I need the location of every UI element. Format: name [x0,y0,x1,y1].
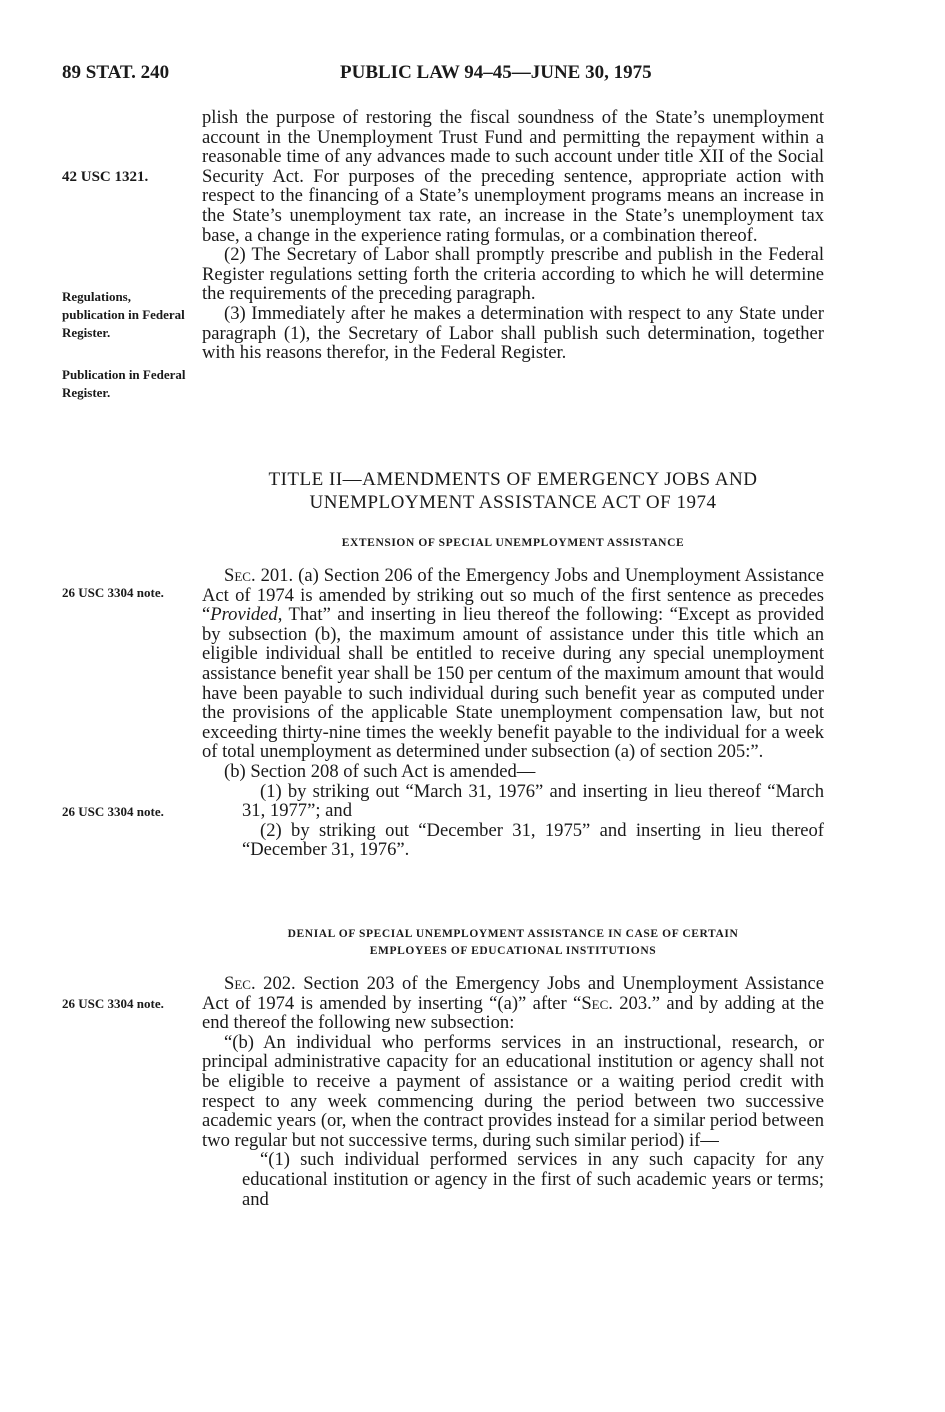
section-201-b-2: (2) by striking out “December 31, 1975” and inserting in lieu thereof “December 31, 1976”. [242,819,824,861]
statute-page-number: 89 STAT. 240 [62,62,170,83]
margin-note-regulations: Regulations, publication in Federal Register. [62,289,185,340]
subheading-denial: DENIAL OF SPECIAL UNEMPLOYMENT ASSISTANCE IN CASE OF CERTAIN EMPLOYEES OF EDUCATIONAL INSTITUTIONS [287,928,739,957]
title-line-2: UNEMPLOYMENT ASSISTANCE ACT OF 1974 [309,492,717,513]
running-header: PUBLIC LAW 94–45—JUNE 30, 1975 [340,62,652,83]
body-block-sec-202 [202,974,824,1209]
paragraph-2: (2) The Secretary of Labor shall promptly prescribe and publish in the Federal Register regulations setting forth the criteria according to which he will determine the requirements of the preceding paragraph. [202,244,824,305]
margin-note-publication: Publication in Federal Register. [62,367,186,400]
body-block-1 [202,108,824,363]
section-202: Sec. 202. Section 203 of the Emergency Jobs and Unemployment Assistance Act of 1974 is amended by inserting “(a)” after “Sec. 203.” and by adding at the end thereof the following new subsection: [202,973,824,1034]
section-201-a: Sec. 201. (a) Section 206 of the Emergency Jobs and Unemployment Assistance Act of 1974 is amended by striking out so much of the first sentence as precedes “Provided, That” and inserting in lieu thereof the following: “Except as provided by subsection (b), the maximum amount of assistance under this title which an eligible individual shall be entitled to receive during any special unemployment assistance benefit year shall be 150 per centum of the maximum amount that would have been payable to such individual during such benefit year as computed under the provisions of the applicable State unemployment compensation law, but not exceeding thirty-nine times the weekly benefit payable to the individual for a week of total unemployment as determined under subsection (a) of section 205:”. [202,565,824,763]
margin-note-usc-3304-a: 26 USC 3304 note. [62,585,164,600]
section-202-b-1: “(1) such individual performed services in any such capacity for any educational institution or agency in the first of such academic years or terms; and [242,1149,824,1210]
body-block-sec-201 [202,566,824,860]
title-line-1: TITLE II—AMENDMENTS OF EMERGENCY JOBS AND [268,469,758,490]
subheading-extension: EXTENSION OF SPECIAL UNEMPLOYMENT ASSISTANCE [341,537,685,549]
title-heading [202,468,824,514]
section-201-b-1: (1) by striking out “March 31, 1976” and inserting in lieu thereof “March 31, 1977”; and [242,780,824,822]
margin-note-usc-1321: 42 USC 1321. [62,169,149,185]
section-label: Sec [224,973,251,994]
margin-note-usc-3304-b: 26 USC 3304 note. [62,804,164,819]
paragraph-3: (3) Immediately after he makes a determination with respect to any State under paragraph (1), the Secretary of Labor shall publish such determination, together with his reasons therefor, in the Federal Register. [202,302,824,364]
section-label: Sec [224,565,251,586]
margin-note-usc-3304-c: 26 USC 3304 note. [62,996,164,1011]
section-202-b: “(b) An individual who performs services in an instructional, research, or principal administrative capacity for an educational institution or agency shall not be eligible to receive a payment of assistance or a waiting period credit with respect to any week commencing during the period between two successive academic years (or, when the contract provides instead for a similar period between two regular but not successive terms, during such similar period) if— [202,1031,824,1151]
section-201-b: (b) Section 208 of such Act is amended— [224,760,536,782]
paragraph-continuation: plish the purpose of restoring the fiscal soundness of the State’s unemployment account in the Unemployment Trust Fund and permitting the repayment within a reasonable time of any advances made to such account under title XII of the Social Security Act. For purposes of the preceding sentence, appropriate action with respect to the financing of a State’s unemployment programs means an increase in the State’s unemployment tax rate, an increase in the State’s unemployment tax base, a change in the experience rating formulas, or a combination thereof. [202,107,824,246]
